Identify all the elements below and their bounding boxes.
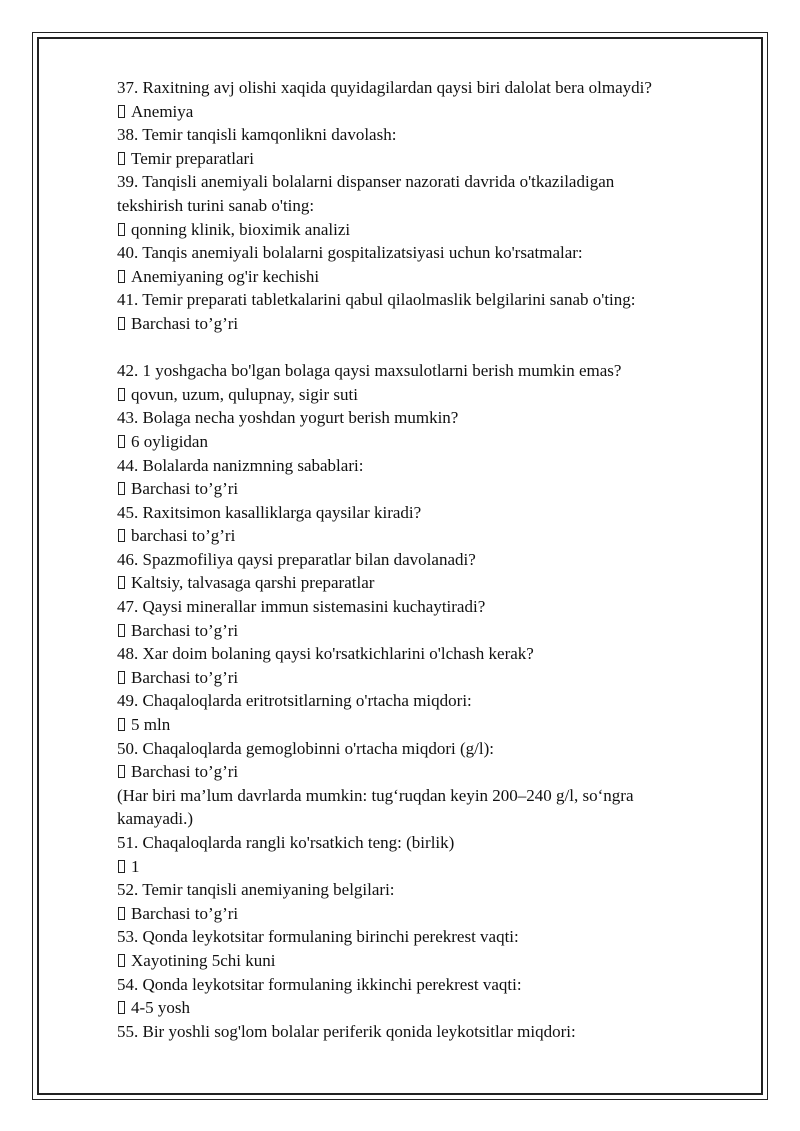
checkbox-icon <box>118 765 125 778</box>
question-42: 42. 1 yoshgacha bo'lgan bolaga qaysi maxsulotlarni berish mumkin emas? <box>117 361 622 381</box>
question-44: 44. Bolalarda nanizmning sabablari: <box>117 455 364 475</box>
checkbox-icon <box>118 105 125 118</box>
checkbox-icon <box>118 907 125 920</box>
blank-line <box>117 336 717 360</box>
checkbox-icon <box>118 671 125 684</box>
answer-53: Xayotining 5chi kuni <box>117 949 717 973</box>
question-46: 46. Spazmofiliya qaysi preparatlar bilan davolanadi? <box>117 549 476 569</box>
checkbox-icon <box>118 482 125 495</box>
answer-41: Barchasi to’g’ri <box>117 312 717 336</box>
answer-51: 1 <box>117 855 717 879</box>
question-51: 51. Chaqaloqlarda rangli ko'rsatkich teng: (birlik) <box>117 833 455 852</box>
question-55: 55. Bir yoshli sog'lom bolalar periferik qonida leykotsitlar miqdori: <box>117 1021 576 1041</box>
checkbox-icon <box>118 954 125 967</box>
question-52: 52. Temir tanqisli anemiyaning belgilari: <box>117 880 395 900</box>
answer-49: 5 mln <box>117 713 717 737</box>
checkbox-icon <box>118 529 125 542</box>
answer-45: barchasi to’g’ri <box>117 524 717 548</box>
question-54: 54. Qonda leykotsitar formulaning ikkinchi perekrest vaqti: <box>117 974 522 994</box>
answer-52: Barchasi to’g’ri <box>117 902 717 926</box>
question-43: 43. Bolaga necha yoshdan yogurt berish mumkin? <box>117 408 459 428</box>
question-37: 37. Raxitning avj olishi xaqida quyidagilardan qaysi biri dalolat bera olmaydi? <box>117 78 652 97</box>
checkbox-icon <box>118 576 125 589</box>
question-39: 39. Tanqisli anemiyali bolalarni dispanser nazorati davrida o'tkaziladigan tekshirish turini sanab o'ting: <box>117 172 615 215</box>
checkbox-icon <box>118 317 125 330</box>
checkbox-icon <box>118 1001 125 1014</box>
answer-44: Barchasi to’g’ri <box>117 477 717 501</box>
question-47: 47. Qaysi minerallar immun sistemasini kuchaytiradi? <box>117 597 486 617</box>
answer-42: qovun, uzum, qulupnay, sigir suti <box>117 383 717 407</box>
checkbox-icon <box>118 388 125 401</box>
checkbox-icon <box>118 624 125 637</box>
note-50: (Har biri ma’lum davrlarda mumkin: tug‘ruqdan keyin 200–240 g/l, so‘ngra kamayadi.) <box>117 785 634 829</box>
answer-48: Barchasi to’g’ri <box>117 666 717 690</box>
question-50: 50. Chaqaloqlarda gemoglobinni o'rtacha miqdori (g/l): <box>117 738 494 758</box>
answer-43: 6 oyligidan <box>117 430 717 454</box>
answer-46: Kaltsiy, talvasaga qarshi preparatlar <box>117 571 717 595</box>
checkbox-icon <box>118 718 125 731</box>
checkbox-icon <box>118 270 125 283</box>
checkbox-icon <box>118 223 125 236</box>
question-48: 48. Xar doim bolaning qaysi ko'rsatkichlarini o'lchash kerak? <box>117 644 534 664</box>
checkbox-icon <box>118 435 125 448</box>
question-45: 45. Raxitsimon kasalliklarga qaysilar kiradi? <box>117 502 422 522</box>
checkbox-icon <box>118 152 125 165</box>
answer-38: Temir preparatlari <box>117 147 717 171</box>
answer-54: 4-5 yosh <box>117 996 717 1020</box>
answer-37: Anemiya <box>117 100 717 124</box>
answer-47: Barchasi to’g’ri <box>117 619 717 643</box>
question-49: 49. Chaqaloqlarda eritrotsitlarning o'rtacha miqdori: <box>117 691 472 711</box>
answer-50: Barchasi to’g’ri <box>117 760 717 784</box>
question-40: 40. Tanqis anemiyali bolalarni gospitalizatsiyasi uchun ko'rsatmalar: <box>117 243 583 263</box>
answer-39: qonning klinik, bioximik analizi <box>117 218 717 242</box>
answer-40: Anemiyaning og'ir kechishi <box>117 265 717 289</box>
question-53: 53. Qonda leykotsitar formulaning birinchi perekrest vaqti: <box>117 927 519 947</box>
question-41: 41. Temir preparati tabletkalarini qabul qilaolmaslik belgilarini sanab o'ting: <box>117 290 636 310</box>
checkbox-icon <box>118 860 125 873</box>
question-38: 38. Temir tanqisli kamqonlikni davolash: <box>117 125 397 145</box>
document-body <box>117 76 717 1043</box>
